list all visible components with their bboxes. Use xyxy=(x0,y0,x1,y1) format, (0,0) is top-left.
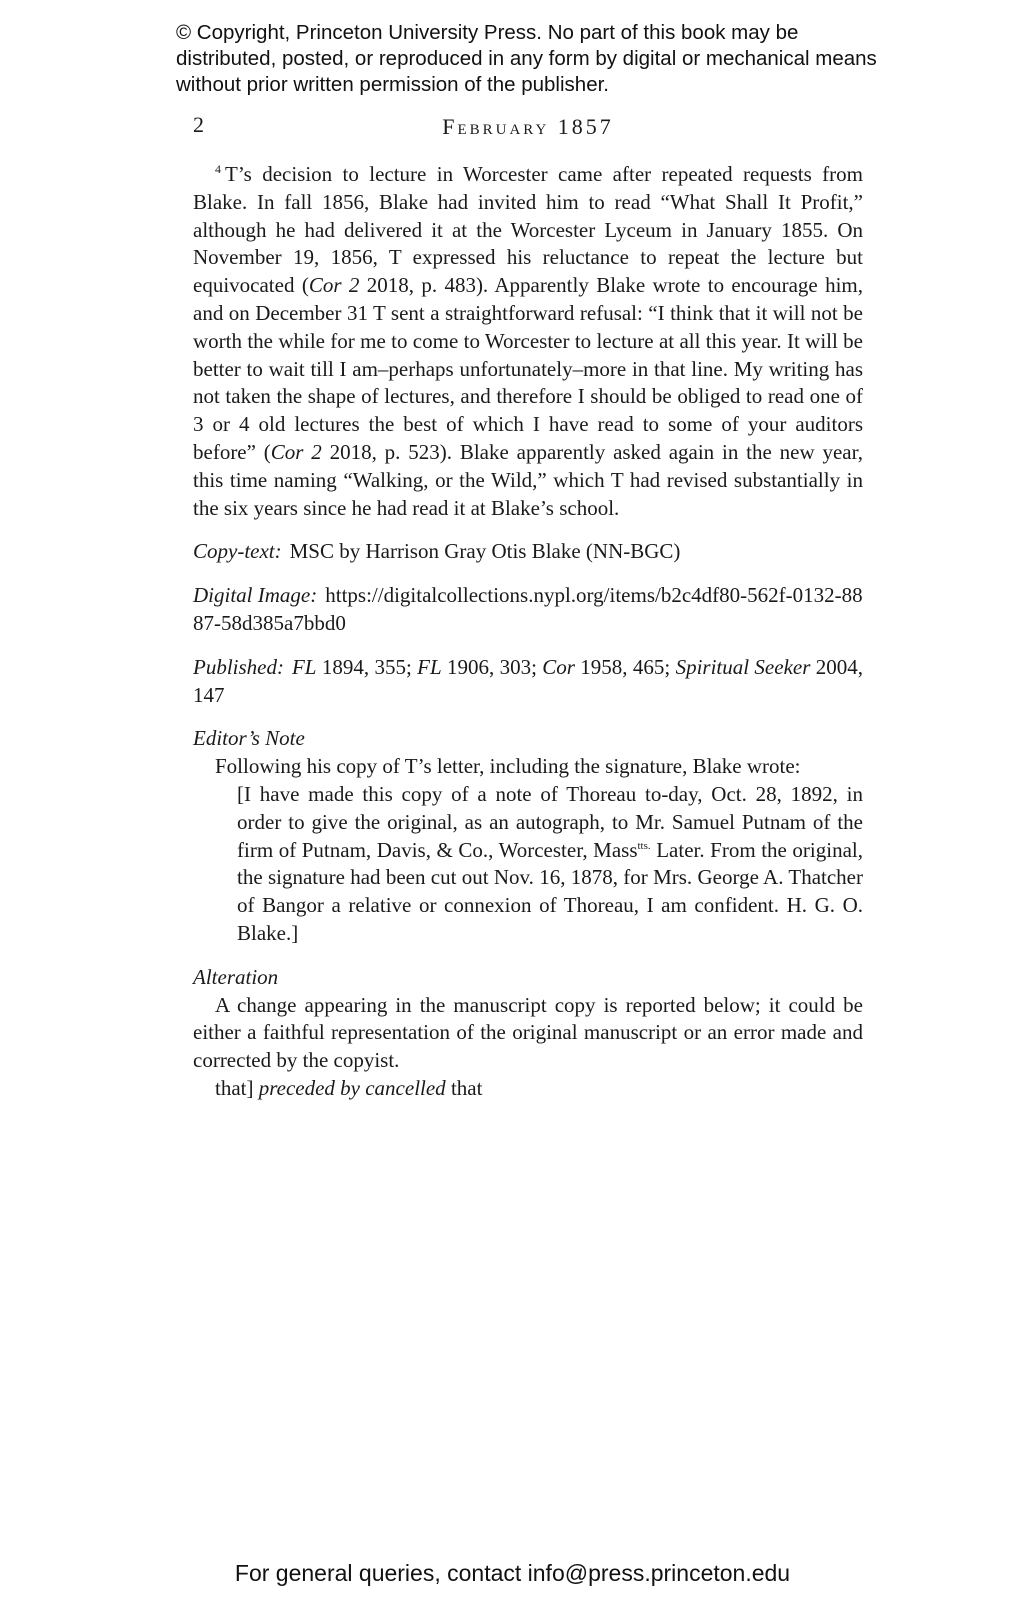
alteration-text: A change appearing in the manuscript copy is reported below; it could be either a faithful representation of the original manuscript or an error made and corrected by the copyist. xyxy=(193,992,863,1073)
published-ref-3: 1958, 465; xyxy=(574,654,676,679)
footnote-text-1: T’s decision to lecture in Worcester came after repeated requests from Blake. In fall 1856, Blake had invited him to read “What Shall It Profit,” although he had delivered it at the Worcester Lyceum in January 1855. On November 19, 1856, T expressed his reluctance to repeat the lecture but equivocated ( xyxy=(193,162,863,298)
editors-note-heading: Editor’s Note xyxy=(193,726,305,751)
digital-image-link[interactable]: https://digitalcollections.nypl.org/items/b2c4df80-562f-0132-8887-58d385a7bbd0 xyxy=(193,583,863,635)
editors-note-quote-part-1: [I have made this copy of a note of Thoreau to-day, Oct. 28, 1892, in order to give the original, as an autograph, to Mr. Samuel Putnam of the firm of Putnam, Davis, & Co., Worcester, Mass xyxy=(237,781,863,862)
published-title-4: Spiritual Seeker xyxy=(675,654,811,679)
running-title: February 1857 xyxy=(442,114,614,139)
editors-note-intro: Following his copy of T’s letter, including the signature, Blake wrote: xyxy=(215,754,801,779)
footnote-paragraph xyxy=(193,161,863,522)
digital-image-field xyxy=(193,582,863,638)
footnote-citation-2-rest: 2018, p. 523). Blake apparently asked again in the new year, this time naming “Walking, or the Wild,” which T had revised substantially in the six years since he had read it at Blake’s school. xyxy=(193,439,863,520)
published-title-1: FL xyxy=(291,654,317,679)
editors-note-quote-part-2: Later. From the original, the signature had been cut out Nov. 16, 1878, for Mrs. George A. Thatcher of Bangor a relative or connexion of Thoreau, I am confident. H. G. O. Blake.] xyxy=(237,837,863,945)
alteration-entry-reading: that xyxy=(445,1075,483,1100)
published-field xyxy=(193,654,863,710)
published-label: Published: xyxy=(193,654,284,679)
published-ref-1: 1894, 355; xyxy=(316,654,418,679)
copy-text-field xyxy=(193,538,863,566)
alteration-heading: Alteration xyxy=(193,964,279,989)
running-head xyxy=(193,112,863,142)
digital-image-label: Digital Image: xyxy=(193,583,318,608)
published-ref-2: 1906, 303; xyxy=(441,654,543,679)
footnote-citation-1-title: Cor 2 xyxy=(308,273,360,298)
footnote-marker: 4 xyxy=(215,162,221,176)
page-content xyxy=(193,161,863,1103)
contact-footer: For general queries, contact info@press.princeton.edu xyxy=(234,1560,791,1586)
copyright-notice: © Copyright, Princeton University Press. No part of this book may be distributed, posted, or reproduced in any form by digital or mechanical means without prior written permission of the publisher. xyxy=(176,21,877,96)
footnote-citation-1-rest: 2018, p. 483). Apparently Blake wrote to encourage him, and on December 31 T sent a straightforward refusal: “I think that it will not be worth the while for me to come to Worcester to lecture at all this year. It will be better to wait till I am–perhaps unfortunately–more in that line. My writing has not taken the shape of lectures, and therefore I should be obliged to read one of 3 or 4 old lectures the best of which I have read to some of your auditors before” ( xyxy=(193,273,863,464)
page-number: 2 xyxy=(193,112,204,137)
published-title-3: Cor xyxy=(542,654,575,679)
alteration-entry-note: preceded by cancelled xyxy=(258,1075,446,1100)
alteration-entry-lemma: that] xyxy=(215,1075,259,1100)
copy-text-value: MSC by Harrison Gray Otis Blake (NN-BGC) xyxy=(289,539,681,564)
editors-note-quote-superscript: tts. xyxy=(637,839,651,852)
editors-note-quote xyxy=(237,781,863,948)
footnote-citation-2-title: Cor 2 xyxy=(270,439,322,464)
copy-text-label: Copy-text: xyxy=(193,539,282,564)
published-ref-4: 2004, 147 xyxy=(193,654,863,707)
alteration-entry xyxy=(193,1075,863,1103)
published-title-2: FL xyxy=(417,654,442,679)
